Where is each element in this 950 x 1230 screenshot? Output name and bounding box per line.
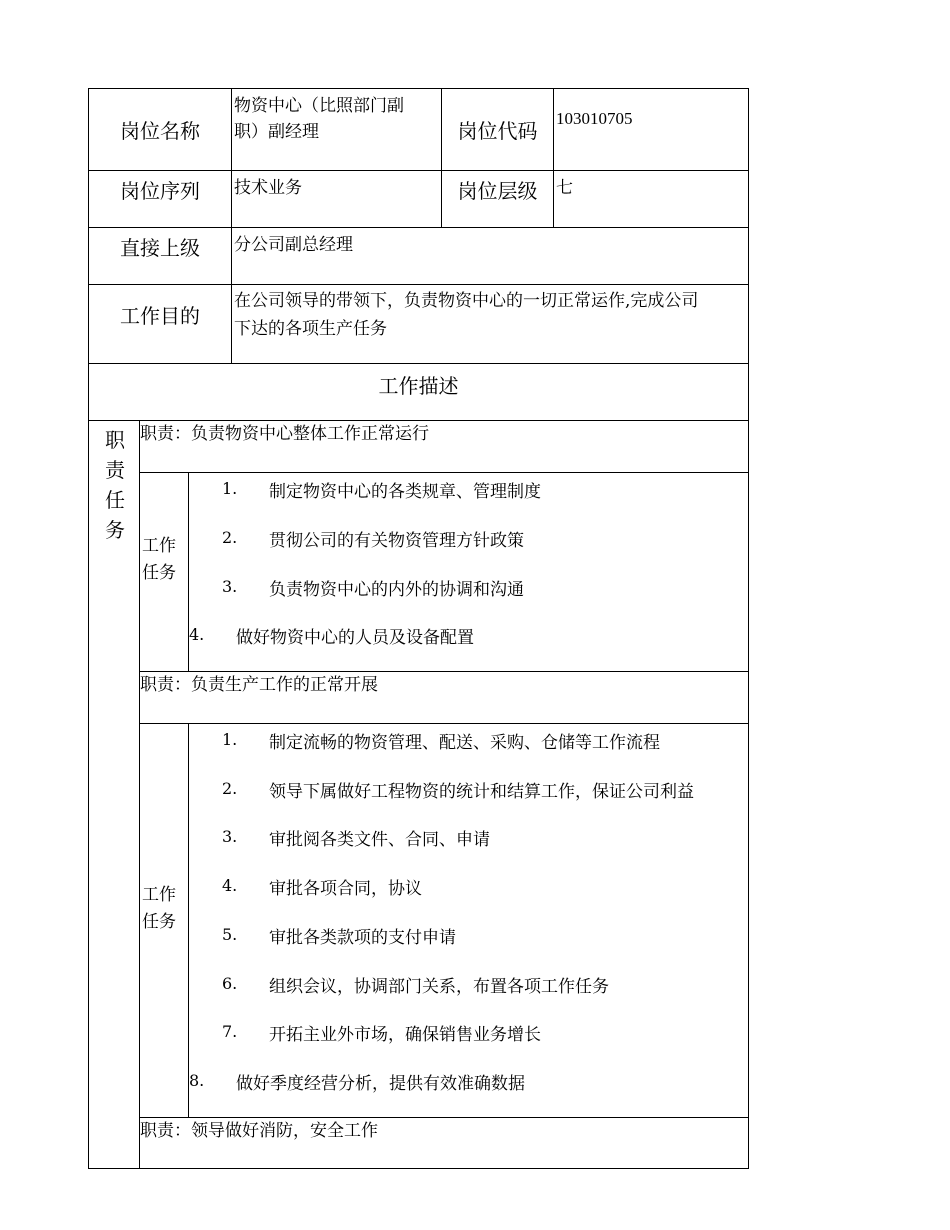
task-item: 制定流畅的物资管理、配送、采购、仓储等工作流程 bbox=[269, 733, 660, 753]
task-number: 3. bbox=[222, 577, 238, 596]
task-number: 3. bbox=[222, 827, 238, 846]
task-item: 贯彻公司的有关物资管理方针政策 bbox=[269, 531, 524, 551]
duty-1-title: 职责：负责物资中心整体工作正常运行 bbox=[140, 421, 748, 473]
duties-label-char: 责 bbox=[105, 458, 125, 482]
task-number: 1. bbox=[222, 479, 238, 498]
duties-label-char: 职 bbox=[105, 428, 125, 452]
task-number: 5. bbox=[222, 925, 238, 944]
duty-2-tasks bbox=[140, 724, 748, 1118]
task-number: 7. bbox=[222, 1022, 238, 1041]
task-item: 负责物资中心的内外的协调和沟通 bbox=[269, 580, 524, 600]
task-item: 审批各类款项的支付申请 bbox=[269, 928, 456, 948]
task-item: 审批阅各类文件、合同、申请 bbox=[269, 830, 490, 850]
duties-label-char: 任 bbox=[105, 488, 125, 512]
position-sequence-value: 技术业务 bbox=[232, 171, 442, 228]
task-number: 2. bbox=[222, 528, 238, 547]
work-purpose-label: 工作目的 bbox=[89, 285, 232, 364]
duties-label-char: 务 bbox=[105, 518, 125, 542]
position-name-label: 岗位名称 bbox=[89, 89, 232, 171]
duties-column bbox=[89, 421, 140, 1168]
duty-1-tasks-label bbox=[140, 473, 189, 671]
task-number: 8. bbox=[189, 1071, 205, 1090]
position-sequence-label: 岗位序列 bbox=[89, 171, 232, 228]
position-name-value bbox=[232, 89, 442, 171]
position-code-value: 103010705 bbox=[554, 89, 748, 171]
job-description-table bbox=[88, 88, 749, 1169]
task-number: 6. bbox=[222, 974, 238, 993]
direct-superior-label: 直接上级 bbox=[89, 228, 232, 285]
task-item: 审批各项合同，协议 bbox=[269, 879, 422, 899]
duties-label bbox=[103, 425, 127, 545]
tasks-label-line: 工作 bbox=[142, 536, 176, 556]
task-item: 制定物资中心的各类规章、管理制度 bbox=[269, 482, 541, 502]
direct-superior-value: 分公司副总经理 bbox=[232, 228, 748, 285]
position-level-value: 七 bbox=[554, 171, 748, 228]
duty-2-tasks-label bbox=[140, 724, 189, 1117]
duty-3-title: 职责：领导做好消防，安全工作 bbox=[140, 1121, 378, 1141]
tasks-label-line: 工作 bbox=[142, 885, 176, 905]
position-level-label: 岗位层级 bbox=[442, 171, 554, 228]
tasks-label-line: 任务 bbox=[142, 563, 176, 583]
task-item: 领导下属做好工程物资的统计和结算工作，保证公司利益 bbox=[269, 782, 694, 802]
work-purpose-line-1: 在公司领导的带领下，负责物资中心的一切正常运作,完成公司 bbox=[234, 291, 699, 311]
task-number: 1. bbox=[222, 730, 238, 749]
task-number: 2. bbox=[222, 779, 238, 798]
task-item: 做好季度经营分析，提供有效准确数据 bbox=[236, 1074, 525, 1094]
task-item: 组织会议，协调部门关系，布置各项工作任务 bbox=[269, 977, 609, 997]
task-item: 做好物资中心的人员及设备配置 bbox=[236, 628, 474, 648]
duty-2-title: 职责：负责生产工作的正常开展 bbox=[140, 672, 748, 724]
task-item: 开拓主业外市场，确保销售业务增长 bbox=[269, 1025, 541, 1045]
work-description-title: 工作描述 bbox=[89, 364, 748, 421]
position-name-line-1: 物资中心（比照部门副 bbox=[234, 96, 404, 116]
task-number: 4. bbox=[189, 625, 205, 644]
tasks-label-line: 任务 bbox=[142, 912, 176, 932]
duty-1-tasks bbox=[140, 473, 748, 672]
position-code-label: 岗位代码 bbox=[442, 89, 554, 171]
work-purpose-line-2: 下达的各项生产任务 bbox=[234, 319, 387, 339]
task-number: 4. bbox=[222, 876, 238, 895]
work-purpose-value bbox=[232, 285, 748, 364]
position-name-line-2: 职）副经理 bbox=[234, 122, 319, 142]
